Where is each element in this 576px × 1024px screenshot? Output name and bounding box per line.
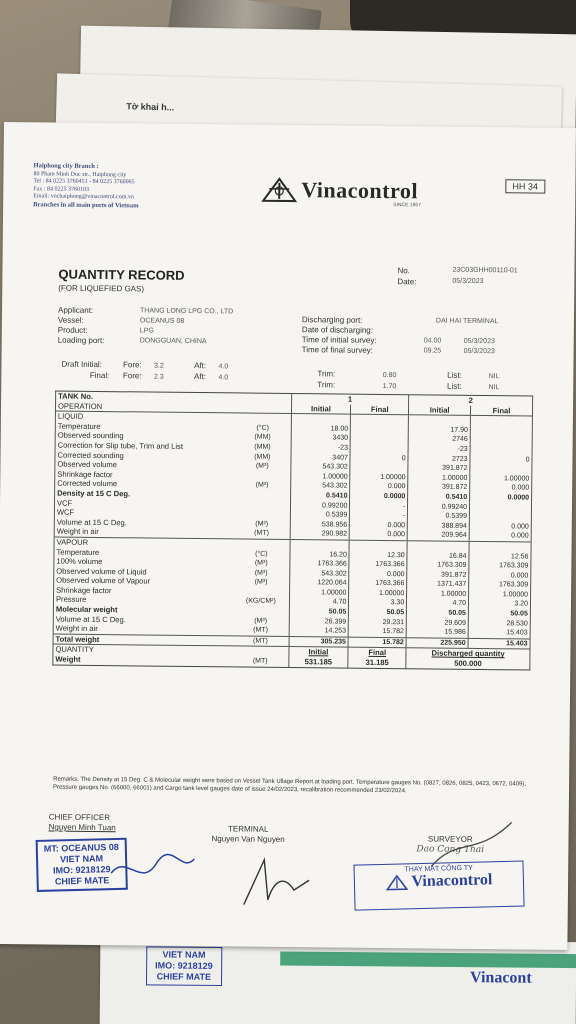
cell-value: 388.894 [407,521,469,531]
row-label: Correction for Slip tube, Trim and List [55,441,235,452]
bottom-green-strip [280,951,576,968]
cell-value: 0 [350,453,408,463]
row-unit [234,500,290,510]
cell-value: -23 [408,444,470,454]
cell-value: 0.000 [469,571,531,581]
quantity-initial-value: 531.185 [288,657,348,668]
chief-officer-name: Nguyen Minh Tuan [48,822,116,833]
discharged-quantity-label: Discharged quantity [406,648,530,659]
cell-value [351,424,409,434]
row-unit: (MM) [254,434,271,442]
cell-value: 0.99200 [290,501,350,511]
cell-value: -23 [291,443,351,453]
cell-value: 1220.064 [289,578,349,588]
stamp-line: VIET NAM [59,853,104,865]
row-label: Corrected sounding [55,450,235,461]
cell-value: 29.231 [349,617,407,627]
row-label: Molecular weight [53,605,233,616]
cell-value: 391.872 [408,483,470,493]
row-label: WCF [54,508,234,519]
row-label: LIQUID [55,411,235,423]
cell-value [350,463,408,473]
cell-value [407,541,469,552]
applicant-value: THANG LONG LPG CO., LTD [139,307,234,316]
tank-2-initial-header: Initial [409,405,471,416]
row-unit: (M³) [254,617,268,625]
applicant-label: Applicant: [57,305,94,315]
quantity-initial-label: Initial [288,647,348,658]
row-label: Density at 15 C Deg. [55,488,235,499]
trim-final-value: 1.70 [382,382,397,391]
row-label: Shrinkage factor [54,585,234,596]
list-label: List: [447,370,462,380]
record-number-block [397,266,542,288]
terminal-name: Nguyen Van Nguyen [211,834,285,844]
weight-label: Weight [53,655,233,667]
cell-value: 2746 [408,435,470,445]
cell-value: 0.5399 [408,511,470,521]
cell-value: 0.000 [470,483,532,493]
row-unit: (M³) [254,559,268,567]
cell-value [351,434,409,444]
cell-value: 12.30 [349,550,407,560]
surveyor-label: SURVEYOR [427,834,473,844]
row-label: Weight in air [54,527,234,539]
product-value: LPG [139,327,154,335]
loading-port-label: Loading port: [57,335,105,346]
initial-survey-label: Time of initial survey: [301,335,377,345]
row-unit: (°C) [256,424,269,432]
fore-label: Fore: [122,360,142,370]
draft-block [61,360,238,384]
row-label: Temperature [54,547,234,558]
survey-info [302,315,536,357]
cell-value: 50.05 [407,608,469,618]
list-initial-value: NIL [488,373,500,381]
stamp-line: MT: OCEANUS 08 [43,841,119,854]
cell-value: 1.00000 [470,474,532,484]
quantity-label: QUANTITY [53,644,289,657]
bottom-stamp-line: CHIEF MATE [156,971,212,982]
cell-value: 1.00000 [349,589,407,599]
surveyor-name: Dao Cong Thai [416,844,485,856]
branch-email: Email: vnchaiphong@vinacontrol.com.vn [33,193,134,201]
cell-value: 538.956 [290,520,350,530]
terminal-block [211,824,284,845]
row-unit: (KG/CM²) [245,598,276,606]
row-label: Shrinkage factor [55,469,235,480]
row-unit: (M³) [254,569,268,577]
cell-value: 0.99240 [408,502,470,512]
branch-contact [33,162,139,211]
cell-value: 0.5410 [408,492,470,502]
row-unit: (MM) [254,443,271,451]
row-label: Temperature [55,421,235,432]
brand-name: Vinacontrol [301,177,419,204]
tank-1-final-header: Final [351,404,409,415]
row-label: Weight in air [53,624,233,636]
cell-value: 305.235 [289,636,349,647]
trim-list-block [317,369,524,393]
chief-officer-block [49,813,116,834]
row-label: Observed volume of Vapour [54,576,234,587]
cell-value: 0.0000 [350,492,408,502]
row-unit [234,539,290,550]
cell-value: 28.530 [468,619,530,629]
row-unit: (MM) [254,453,271,461]
terminal-label: TERMINAL [227,824,269,834]
cell-value: 3.30 [349,598,407,608]
final-survey-label: Time of final survey: [301,345,373,355]
cell-value: 1371.437 [407,580,469,590]
date-discharging-label: Date of discharging: [301,325,374,335]
cell-value: 1.00000 [408,473,470,483]
row-unit: (M³) [255,462,269,470]
row-label: Volume at 15 C Deg. [54,517,234,528]
cell-value [350,444,408,454]
cell-value: 3407 [291,453,351,463]
back-paper-text: Tờ khai h... [126,101,175,113]
row-label: Observed volume [55,460,235,471]
row-unit: (°C) [255,550,268,558]
cell-value: 1763.366 [349,579,407,589]
trim-label: Trim: [317,380,336,390]
cell-value: 0.000 [350,530,408,541]
cell-value: 0.0000 [470,493,532,503]
cell-value: 209.964 [407,531,469,542]
row-unit: (MT) [233,636,289,647]
trim-label: Trim: [317,369,336,379]
cell-value: 1763.309 [469,561,531,571]
quantity-final-label: Final [348,648,406,659]
row-label: Observed sounding [55,431,235,442]
draft-final-label: Final: [89,370,110,381]
final-survey-time: 09.25 [423,347,442,355]
cell-value: 225.950 [406,638,468,649]
shipment-info [58,306,300,349]
cell-value: 50.05 [289,607,349,617]
cell-value: 0 [470,454,532,464]
cell-value: 1763.309 [407,560,469,570]
row-label: 100% volume [54,557,234,568]
bottom-stamp-line: VIET NAM [162,949,206,960]
list-final-value: NIL [488,384,500,392]
cell-value: 16.84 [407,551,469,561]
cell-value: 0.5410 [290,491,350,501]
tank-2-header: 2 [409,395,533,406]
cell-value: 1.00000 [469,590,531,600]
final-fore-value: 2.3 [153,373,164,381]
cell-value: 50.05 [349,608,407,618]
cell-value: 543.302 [289,569,349,579]
row-unit: (MT) [254,529,269,538]
cell-value: 0.000 [469,522,531,532]
cell-value: 1.00000 [290,472,350,482]
branch-title: Haiphong city Branch : [33,162,99,170]
cell-value: 16.20 [289,550,349,560]
cell-value: 0.000 [469,531,531,542]
row-unit [234,510,290,520]
bottom-paper [100,938,576,1024]
tank-2-final-header: Final [471,405,533,416]
cell-value: - [350,501,408,511]
form-code: HH 34 [505,179,545,193]
row-unit [233,606,289,616]
cell-value: 15.403 [468,638,530,649]
cell-value [291,414,351,425]
discharging-port-label: Discharging port: [301,315,363,325]
page-subtitle: (FOR LIQUEFIED GAS) [58,283,145,294]
fore-label: Fore: [122,371,142,381]
cell-value: 0.000 [350,520,408,530]
cell-value: 0.000 [349,569,407,579]
row-label: VAPOUR [54,537,234,549]
list-label: List: [447,381,462,391]
row-unit: (M³) [255,520,269,528]
cell-value: 290.982 [290,529,350,540]
product-label: Product: [57,325,88,335]
remarks-text: Remarks: The Density at 15 Deg. C & Molecular weight were based on Vessel Tank Ullage Report at loading port. Temperature gauges No. (0827, 0826, 0825, 0423, 0672, 0409), Pressure gauges No. (66000, 66001) and Cargo tank level gauges date of issue 24/02/2023, recalibration recommended 23/02/2024. [53,776,527,794]
chief-officer-label: CHIEF OFFICER [48,812,111,823]
terminal-signature [234,849,315,910]
cell-value: 1763.366 [349,560,407,570]
cell-value: - [350,511,408,521]
row-label: Volume at 15 C Deg. [53,614,233,625]
vessel-label: Vessel: [57,315,84,325]
row-unit [235,413,291,424]
initial-aft-value: 4.0 [218,363,229,371]
chief-officer-signature [106,843,197,894]
discharging-port-value: DAI HAI TERMINAL [435,317,499,326]
cell-value: 3.20 [469,599,531,609]
tank-1-initial-header: Initial [291,404,351,415]
quantity-final-value: 31.185 [348,658,406,669]
cell-value: 1.00000 [407,589,469,599]
cell-value: 4.70 [289,597,349,607]
row-unit: (M³) [254,578,268,587]
tank-no-label: TANK No. [56,391,292,404]
row-unit [234,490,290,500]
scales-icon [261,177,297,203]
cell-value: 15.782 [348,637,406,648]
discharged-quantity-value: 500.000 [406,658,530,669]
branches-note: Branches in all main ports of Vietnam [33,201,139,210]
page-title: QUANTITY RECORD [58,266,185,283]
initial-survey-time: 04.00 [423,337,442,345]
cell-value: 12.56 [469,551,531,561]
initial-fore-value: 3.2 [154,362,164,370]
branch-tel: Tel : 84 0225 3760451 - 84 0225 3760065 [33,178,135,186]
row-label: Pressure [53,595,233,606]
cell-value: 18.00 [291,424,351,434]
record-no-value: 23C03GHH00110-01 [452,266,518,275]
row-label: Observed volume of Liquid [54,566,234,577]
quantity-record-document [0,122,576,950]
initial-survey-date: 05/3/2023 [463,337,495,346]
cell-value: 15.986 [406,627,468,638]
cell-value [470,416,532,427]
cell-value: 29.609 [406,618,468,628]
cell-value: 4.70 [407,599,469,609]
brand-since: SINCE 1957 [393,202,421,209]
draft-initial-label: Draft Initial: [61,359,102,370]
row-label: Total weight [53,634,233,646]
weight-unit: (MT) [232,656,288,667]
row-label: VCF [54,498,234,509]
stamp-company-line: THAY MẶT CÔNG TY [404,864,473,874]
tank-1-header: 1 [291,394,409,405]
bottom-stamp-line: IMO: 9218129 [155,960,213,971]
stamp-company: Vinacontrol [411,871,493,891]
cell-value: 1.00000 [289,588,349,598]
cell-value: 15.782 [349,627,407,638]
cell-value [349,540,407,551]
cell-value [290,539,350,550]
cell-value: 543.302 [290,481,350,491]
branch-fax: Fax : 84 0225 3760103 [33,186,89,193]
vessel-value: OCEANUS 08 [139,317,185,325]
cell-value: 3430 [291,433,351,443]
cell-value: 1.00000 [350,472,408,482]
cell-value: 0.000 [350,482,408,492]
row-unit [234,471,290,481]
aft-label: Aft: [194,361,207,371]
cell-value: 391.872 [407,570,469,580]
bottom-stamp [146,946,222,986]
aft-label: Aft: [193,372,207,382]
quantity-table [52,391,533,671]
branch-address: 80 Pham Minh Duc str., Haiphong city [33,170,127,178]
record-no-label: No. [397,266,410,276]
cell-value: 14.253 [289,626,349,637]
surveyor-signature [426,816,517,877]
vinacontrol-logo [261,177,421,209]
scales-icon [385,874,407,891]
cell-value: 391.872 [408,463,470,473]
cell-value: 26.399 [289,617,349,627]
trim-initial-value: 0.80 [382,371,397,380]
cell-value: 50.05 [468,609,530,619]
cell-value: 17.90 [408,425,470,435]
row-unit: (MT) [253,626,268,635]
record-date-value: 05/3/2023 [452,277,484,286]
row-unit: (M³) [255,481,269,490]
stamp-line: IMO: 9218129 [52,864,111,876]
bottom-brand: Vinacont [469,969,532,987]
cell-value [351,414,409,425]
stamp-line: CHIEF MATE [54,875,110,887]
final-aft-value: 4.0 [218,374,229,382]
record-date-label: Date: [397,277,417,287]
cell-value [409,415,471,426]
cell-value: 15.403 [468,628,530,639]
row-unit [233,587,289,597]
cell-value: 543.302 [290,462,350,472]
cell-value [469,541,531,552]
cell-value: 1763.366 [289,559,349,569]
cell-value: 1763.309 [469,580,531,590]
final-survey-date: 05/3/2023 [463,347,495,356]
cell-value: 2723 [408,454,470,464]
loading-port-value: DONGGUAN, CHINA [139,337,207,346]
cell-value: 0.5399 [290,510,350,520]
operation-label: OPERATION [55,401,291,414]
row-label: Corrected volume [55,479,235,490]
